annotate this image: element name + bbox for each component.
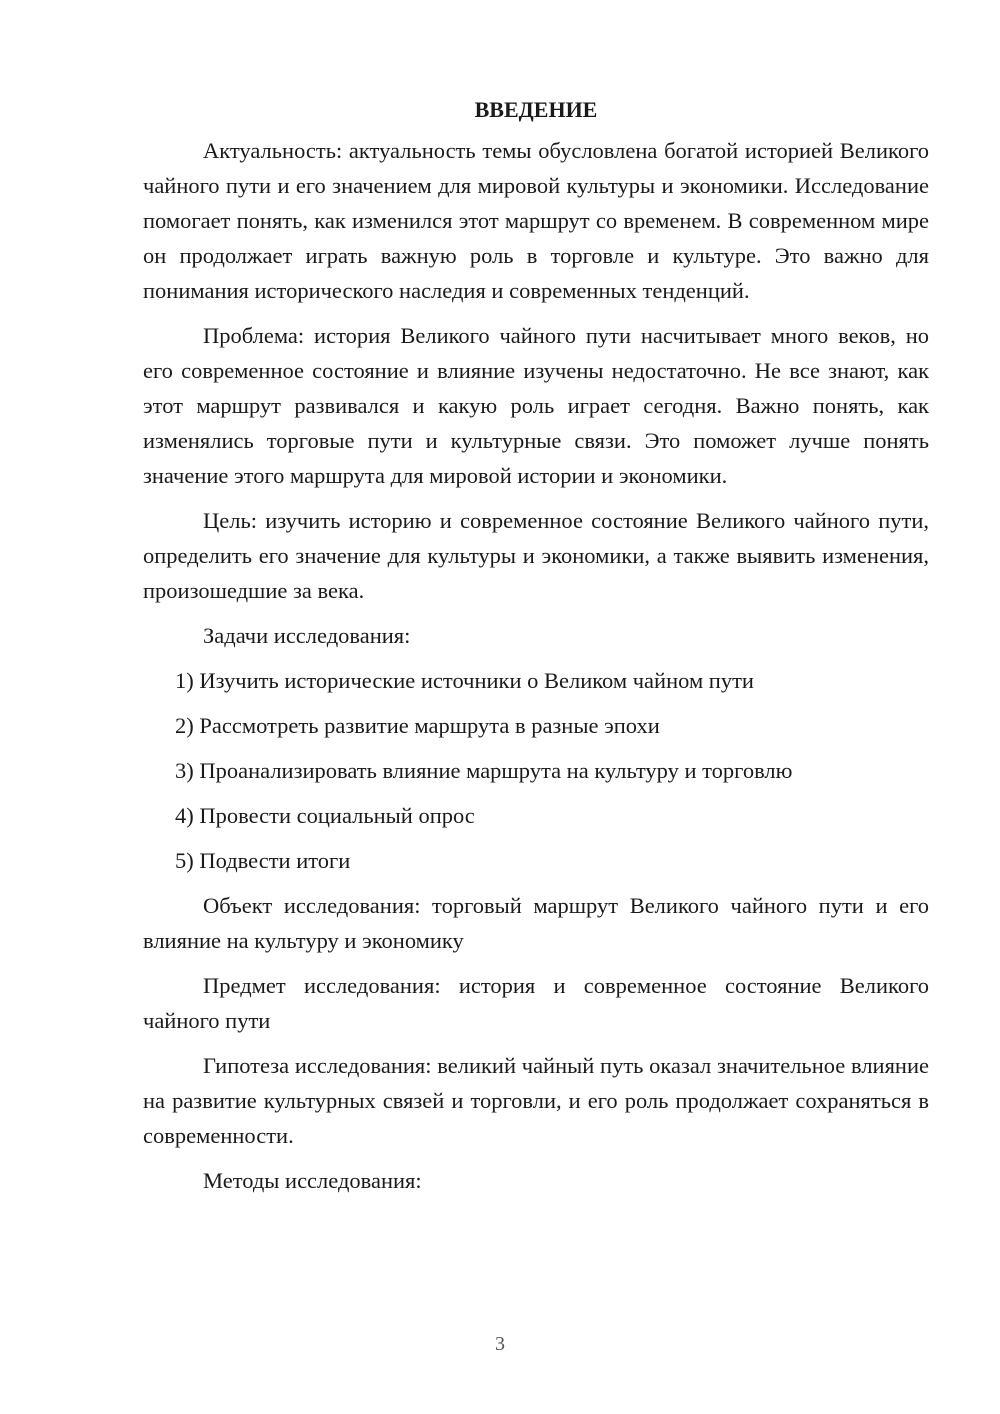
relevance-paragraph: Актуальность: актуальность темы обусловлена богатой историей Великого чайного пути и его значением для мировой культуры и экономики. Исследование помогает понять, как изменился этот маршрут со временем. В современном мире он продолжает играть важную роль в торговле и культуре. Это важно для понимания исторического наследия и современных тенденций.	[143, 138, 929, 303]
object-paragraph: Объект исследования: торговый маршрут Великого чайного пути и его влияние на культуру и экономику	[143, 893, 929, 953]
task-item: 2) Рассмотреть развитие маршрута в разные эпохи	[175, 713, 660, 738]
goal-paragraph: Цель: изучить историю и современное состояние Великого чайного пути, определить его значение для культуры и экономики, а также выявить изменения, произошедшие за века.	[143, 508, 929, 603]
page-number: 3	[495, 1333, 505, 1355]
hypothesis-paragraph: Гипотеза исследования: великий чайный путь оказал значительное влияние на развитие культурных связей и торговли, и его роль продолжает сохраняться в современности.	[143, 1053, 929, 1148]
section-heading: ВВЕДЕНИЕ	[474, 97, 598, 122]
task-item: 3) Проанализировать влияние маршрута на культуру и торговлю	[175, 758, 793, 783]
problem-paragraph: Проблема: история Великого чайного пути насчитывает много веков, но его современное состояние и влияние изучены недостаточно. Не все знают, как этот маршрут развивался и какую роль играет сегодня. Важно понять, как изменялись торговые пути и культурные связи. Это поможет лучше понять значение этого маршрута для мировой истории и экономики.	[143, 323, 929, 488]
task-item: 5) Подвести итоги	[175, 848, 351, 873]
document-page	[143, 95, 929, 1208]
task-item: 4) Провести социальный опрос	[175, 803, 475, 828]
subject-paragraph: Предмет исследования: история и современное состояние Великого чайного пути	[143, 973, 929, 1033]
task-item: 1) Изучить исторические источники о Великом чайном пути	[175, 668, 754, 693]
methods-title: Методы исследования:	[203, 1168, 422, 1193]
tasks-list	[143, 663, 929, 878]
tasks-title: Задачи исследования:	[203, 623, 411, 648]
